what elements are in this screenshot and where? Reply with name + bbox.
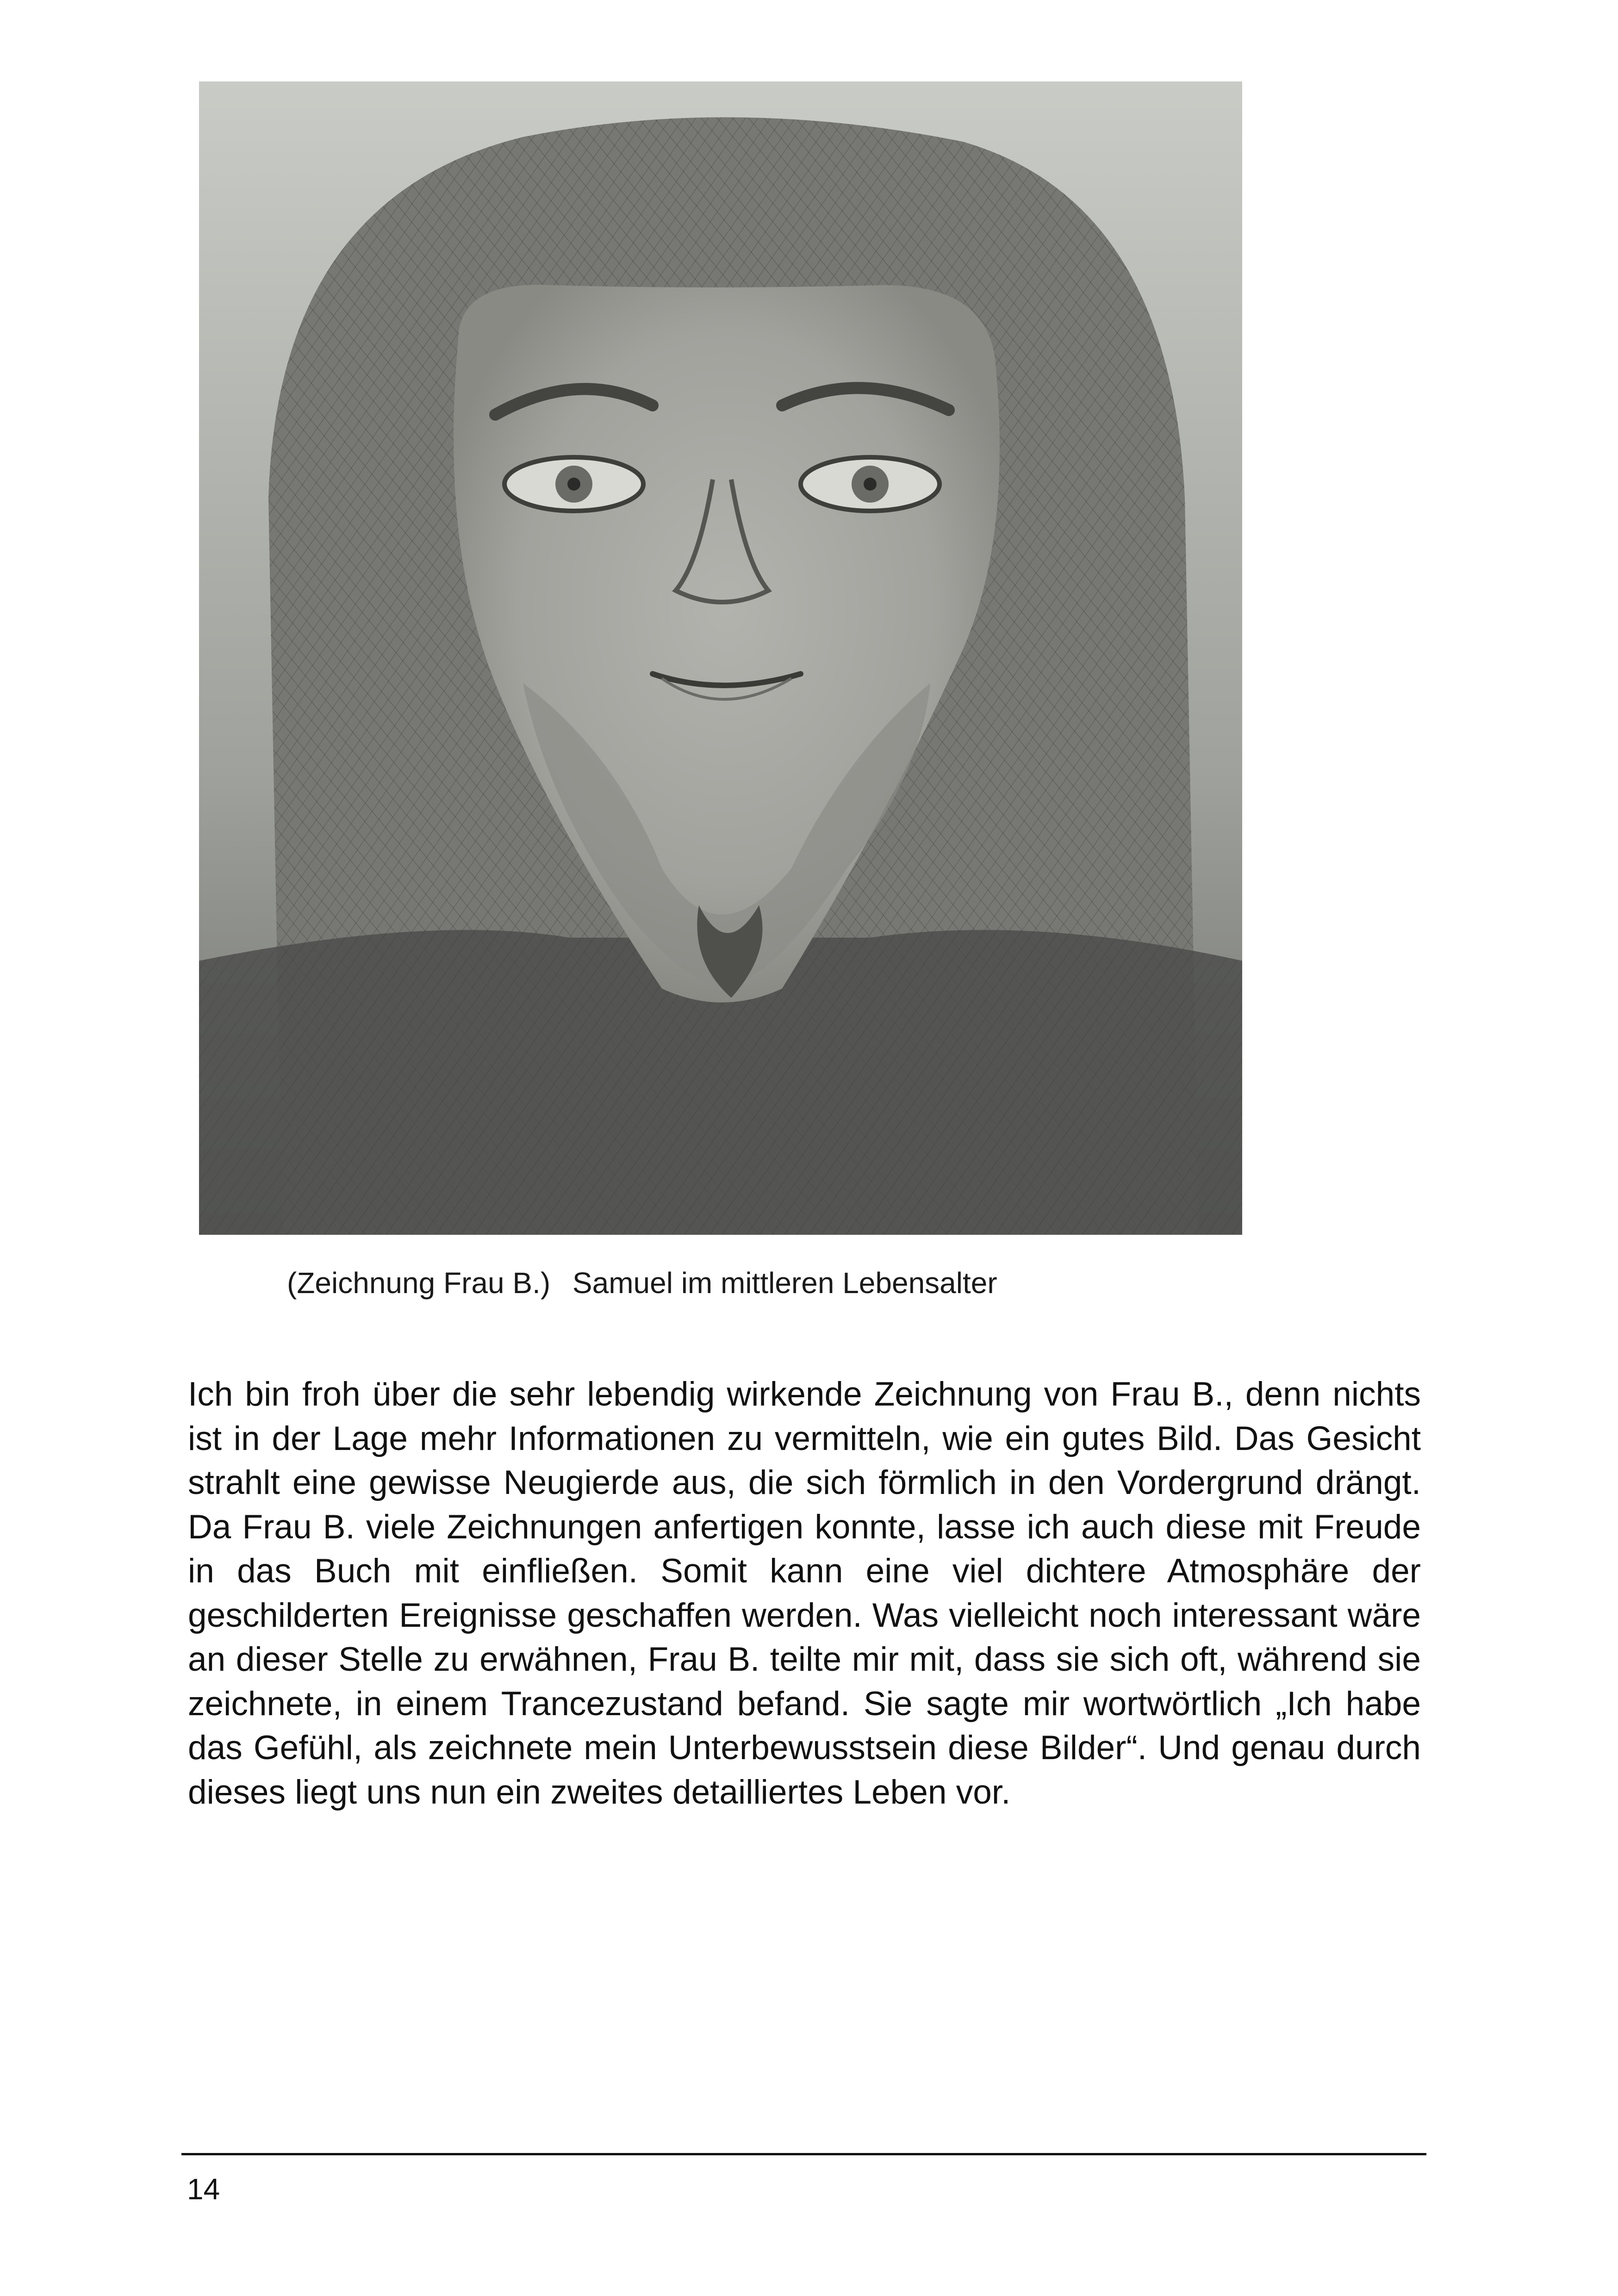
caption-title: Samuel im mittleren Lebensalter: [572, 1266, 997, 1300]
body-paragraph: Ich bin froh über die sehr lebendig wirkende Zeichnung von Frau B., denn nichts ist in der Lage mehr Informationen zu vermitteln, wie ein gutes Bild. Das Gesicht strahlt eine gewisse Neugierde aus, die sich förmlich in den Vordergrund drängt. Da Frau B. viele Zeichnungen anfertigen konnte, lasse ich auch diese mit Freude in das Buch mit einfließen. Somit kann eine viel dichtere Atmosphäre der geschilderten Ereignisse geschaffen werden. Was vielleicht noch interessant wäre an dieser Stelle zu erwähnen, Frau B. teilte mir mit, dass sie sich oft, während sie zeichnete, in einem Trancezustand befand. Sie sagte mir wortwörtlich „Ich habe das Gefühl, als zeichnete mein Unterbewusstsein diese Bilder“. Und genau durch dieses liegt uns nun ein zweites detailliertes Leben vor.: [188, 1375, 1421, 1811]
footer-divider: [181, 2153, 1426, 2155]
portrait-illustration: [199, 81, 1242, 1235]
figure-caption: [287, 1263, 1398, 1303]
portrait-drawing: [199, 81, 1242, 1235]
caption-source: (Zeichnung Frau B.): [287, 1266, 551, 1300]
page-number: 14: [187, 2172, 220, 2206]
